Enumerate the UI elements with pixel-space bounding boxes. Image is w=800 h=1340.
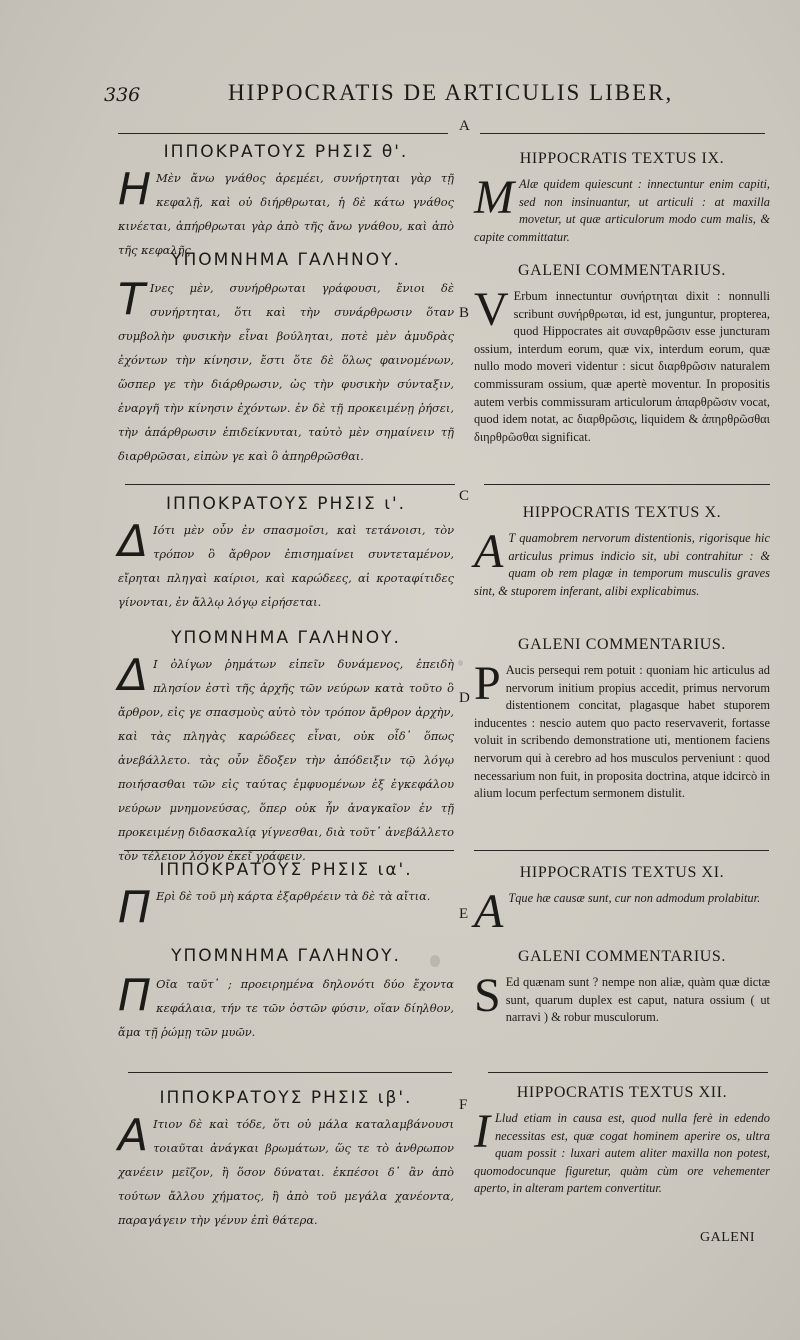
section-text	[118, 652, 454, 868]
text-body: Ι ὀλίγων ῥημάτων εἰπεῖν δυνάμενος, ἐπειδὴ πλησίον ἐστὶ τῆς ἀρχῆς τῶν νεύρων κατὰ τοῦτο ὃ ἄρθρον, εἰς γε σπασμοὺς αὐτὸ τὸν τρόπον ἄρθρον ἀρχὴν, καὶ τὰς πληγὰς καρώδεες εἶναι, οὐκ οἶδ᾽ ὅπως ἀνεβάλλετο. τὰς οὖν ἔδοξεν τὴν ἀπόδειξιν τῷ λόγῳ ποιήσασθαι τῶν εἰς ταύτας ἐμφυομένων ἐξ ἐγκεφάλου νεύρων μνημονεύσας, ὅπερ οὐκ ἦν ἀναγκαῖον ἐν τῇ προκειμένῃ διδασκαλίᾳ γίγνεσθαι, διὰ τοῦτ᾽ ἀνεβάλλετο τὸν τέλειον λόγον ἐκεῖ γράφειν.	[118, 657, 454, 863]
margin-letter-c: C	[459, 488, 470, 504]
section-heading: ΙΠΠΟΚΡΑΤΟΥΣ ΡΗΣΙΣ ια'.	[159, 860, 413, 880]
section-heading: ΥΠΟΜΝΗΜΑ ΓΑΛΗΝΟΥ.	[171, 946, 401, 966]
section-heading: HIPPOCRATIS TEXTUS XII.	[516, 1084, 728, 1101]
section-text	[118, 972, 454, 1044]
margin-letter-d: D	[459, 690, 470, 706]
section-rule	[118, 133, 448, 134]
section-rule	[474, 850, 769, 851]
latin-textus-9	[474, 150, 770, 246]
margin-letter-b: B	[459, 305, 470, 321]
drop-cap: P	[474, 657, 501, 710]
section-text	[474, 885, 770, 938]
section-text	[474, 969, 770, 1027]
section-heading: ΙΠΠΟΚΡΑΤΟΥΣ ΡΗΣΙΣ θ'.	[163, 142, 409, 162]
margin-letter-a: A	[459, 118, 470, 134]
latin-commentary-11	[474, 948, 770, 1027]
section-text	[474, 525, 770, 600]
section-rule	[125, 484, 455, 485]
section-rule	[484, 484, 770, 485]
drop-cap: Δ	[118, 650, 149, 701]
text-body: Ιτιον δὲ καὶ τόδε, ὅτι οὐ μάλα καταλαμβάνουσι τοιαῦται ἀνάγκαι βρωμάτων, ὥς τε τὸ ἀνθρωπον χανέειν μεῖζον, ἢ ὅσον δύναται. ἐκπέσοι δ᾽ ἂν ἀπὸ τούτων ἄλλου χήματος, ἢ ἀπὸ τοῦ μεγάλα χανέοντα, παραγάγειν τὴν γένυν ἐπὶ θάτερα.	[118, 1117, 454, 1227]
section-heading: GALENI COMMENTARIUS.	[517, 948, 727, 965]
section-text	[474, 657, 770, 803]
section-heading: ΥΠΟΜΝΗΜΑ ΓΑΛΗΝΟΥ.	[171, 250, 401, 270]
latin-commentary-9	[474, 262, 770, 446]
drop-cap: S	[474, 969, 501, 1022]
drop-cap: Α	[118, 1110, 149, 1161]
section-heading: HIPPOCRATIS TEXTUS IX.	[519, 150, 725, 167]
section-text	[474, 283, 770, 446]
text-body: T quamobrem nervorum distentionis, rigorisque hic articulus primus indicio sit, ubi contrahitur : & quam ob rem plagæ in temporum musculis graves sint, & stuporem inferant, alibi explicabimus.	[474, 531, 770, 598]
section-heading: ΥΠΟΜΝΗΜΑ ΓΑΛΗΝΟΥ.	[171, 628, 401, 648]
ink-blot	[458, 660, 463, 666]
section-text	[118, 166, 454, 262]
section-heading: HIPPOCRATIS TEXTUS XI.	[519, 864, 725, 881]
text-body: Μὲν ἄνω γνάθος ἀρεμέει, συνήρτηται γὰρ τῇ κεφαλῇ, καὶ οὐ διήρθρωται, ἡ δὲ κάτω γνάθος κινέεται, ἀπήρθρωται γὰρ ἀπὸ τῆς ἄνω γνάθου, καὶ ἀπὸ τῆς κεφαλῆς.	[118, 171, 454, 257]
section-heading: GALENI COMMENTARIUS.	[517, 636, 727, 653]
catchword: GALENI	[700, 1230, 756, 1245]
section-heading: GALENI COMMENTARIUS.	[517, 262, 727, 279]
section-text	[118, 518, 454, 614]
text-body: Ed quænam sunt ? nempe non aliæ, quàm quæ dictæ sunt, quarum duplex est caput, natura ossium ( ut narravi ) & robur musculorum.	[505, 975, 770, 1025]
section-text	[118, 1112, 454, 1232]
drop-cap: A	[474, 885, 504, 938]
text-body: Ιότι μὲν οὖν ἐν σπασμοῖσι, καὶ τετάνοισι, τὸν τρόπον ὃ ἄρθρον ἐπισημαίνει συντεταμένον, εἴρηται πληγαὶ καίριοι, καὶ καρώδεες, αἱ κροταφίτιδες γίνονται, ἐν ἄλλῳ λόγῳ εἰρήσεται.	[118, 523, 454, 609]
drop-cap: Τ	[118, 274, 145, 325]
greek-commentary-9	[118, 250, 454, 468]
running-head: HIPPOCRATIS DE ARTICULIS LIBER,	[228, 80, 674, 105]
section-heading: ΙΠΠΟΚΡΑΤΟΥΣ ΡΗΣΙΣ ι'.	[165, 494, 407, 514]
greek-section-9	[118, 142, 454, 262]
text-body: Ερὶ δὲ τοῦ μὴ κάρτα ἐξαρθρέειν τὰ δὲ τὰ αἴτια.	[156, 889, 431, 903]
section-rule	[488, 1072, 768, 1073]
drop-cap: V	[474, 283, 509, 336]
section-text	[474, 1105, 770, 1198]
section-rule	[480, 133, 765, 134]
latin-textus-11	[474, 864, 770, 938]
margin-letter-e: E	[459, 906, 469, 922]
greek-section-12	[118, 1088, 454, 1232]
page-number: 336	[104, 84, 141, 106]
text-body: Aucis persequi rem potuit : quoniam hic articulus ad nervorum initium propius accedit, primus nervorum distentionem concitat, plagasque habet stuporem inducentes : nescio autem quo pacto reservaverit, fortasse voluit in scribendo demonstratione uti, mentionem faciens nervorum qui à cerebro ad hos musculos perveniunt : quod necessarium non fuit, in proposita doctrina, atque idcircò in alium locum perfectum sermonem distulit.	[474, 663, 770, 801]
text-body: Erbum innectuntur συνήρτηται dixit : nonnulli scribunt συνήρθρωται, id est, junguntur, propterea, quod Hippocrates ait συναρθρῶσιν esse juncturam ossium, interdum eorum, quæ vix, interdum eorum, quæ nullo modo moveri videntur : sicut διαρθρῶσιν naturalem commissuram ossium, quæ apertè moventur. In propositis autem verbis commissuram articulorum ἀπαρθρῶσιν vocat, quod idem notat, ac διαρθρῶσις, liquidem & ἀπηρθρῶσθαι διηρθρῶσθαι significat.	[474, 289, 770, 444]
drop-cap: Π	[118, 970, 152, 1021]
text-body: Οῖα ταῦτ᾽ ; προειρημένα δηλονότι δύο ἔχοντα κεφάλαια, τήν τε τῶν ὀστῶν φύσιν, οἵαν δίηλθον, ἅμα τῇ ῥώμῃ τῶν μυῶν.	[118, 977, 454, 1039]
text-body: Llud etiam in causa est, quod nulla ferè in edendo necessitas est, quæ cogat hominem aperire os, ultra quam possit : luxari autem aliter maxilla non potest, quomodocunque figuretur, quàm cùm ore vehementer aperto, in alteram partem convertitur.	[474, 1111, 770, 1196]
text-body: Tque hæ causæ sunt, cur non admodum prolabitur.	[508, 891, 761, 905]
drop-cap: I	[474, 1105, 490, 1158]
text-body: Alæ quidem quiescunt : innectuntur enim capiti, sed non insinuantur, ut articuli : at maxilla movetur, ut quæ articulorum modo cum malis, & capite committatur.	[474, 177, 770, 244]
drop-cap: M	[474, 171, 514, 224]
margin-letter-f: F	[459, 1097, 468, 1113]
drop-cap: A	[474, 525, 504, 578]
section-text	[474, 171, 770, 246]
greek-commentary-11	[118, 946, 454, 1044]
greek-section-11	[118, 860, 454, 933]
greek-commentary-10	[118, 628, 454, 868]
latin-textus-10	[474, 504, 770, 600]
latin-textus-12	[474, 1084, 770, 1198]
text-body: Ινες μὲν, συνήρθρωται γράφουσι, ἔνιοι δὲ συνήρτηται, ὅτι καὶ τὴν συνάρθρωσιν ὅταν συμβολὴν φυσικὴν εἶναι βούληται, ποτὲ μὲν ἀμυδρὰς ἐχόντων τὴν κίνησιν, ἔστι ὅτε δὲ ὅλως φαινομένων, ὥσπερ γε τὴν διάρθρωσιν, ὡς τὴν φυσικὴν σύνταξιν, ἐναργῆ τὴν κίνησιν ἐχόντων. ἐν δὲ τῇ προκειμένῃ ῥήσει, τὴν ἀπάρθρωσιν ἐπιδείκνυται, ταὐτὸ μὲν σημαίνειν τῇ διαρθρῶσαι, εἰπὼν γε καὶ ὃ ἀπηρθρῶσθαι.	[118, 281, 454, 463]
section-heading: HIPPOCRATIS TEXTUS X.	[522, 504, 722, 521]
greek-section-10	[118, 494, 454, 614]
section-rule	[128, 1072, 452, 1073]
drop-cap: Π	[118, 882, 152, 933]
drop-cap: Η	[118, 164, 152, 215]
drop-cap: Δ	[118, 516, 149, 567]
section-text	[118, 276, 454, 468]
section-heading: ΙΠΠΟΚΡΑΤΟΥΣ ΡΗΣΙΣ ιβ'.	[159, 1088, 413, 1108]
latin-commentary-10	[474, 636, 770, 803]
section-text	[118, 882, 454, 933]
